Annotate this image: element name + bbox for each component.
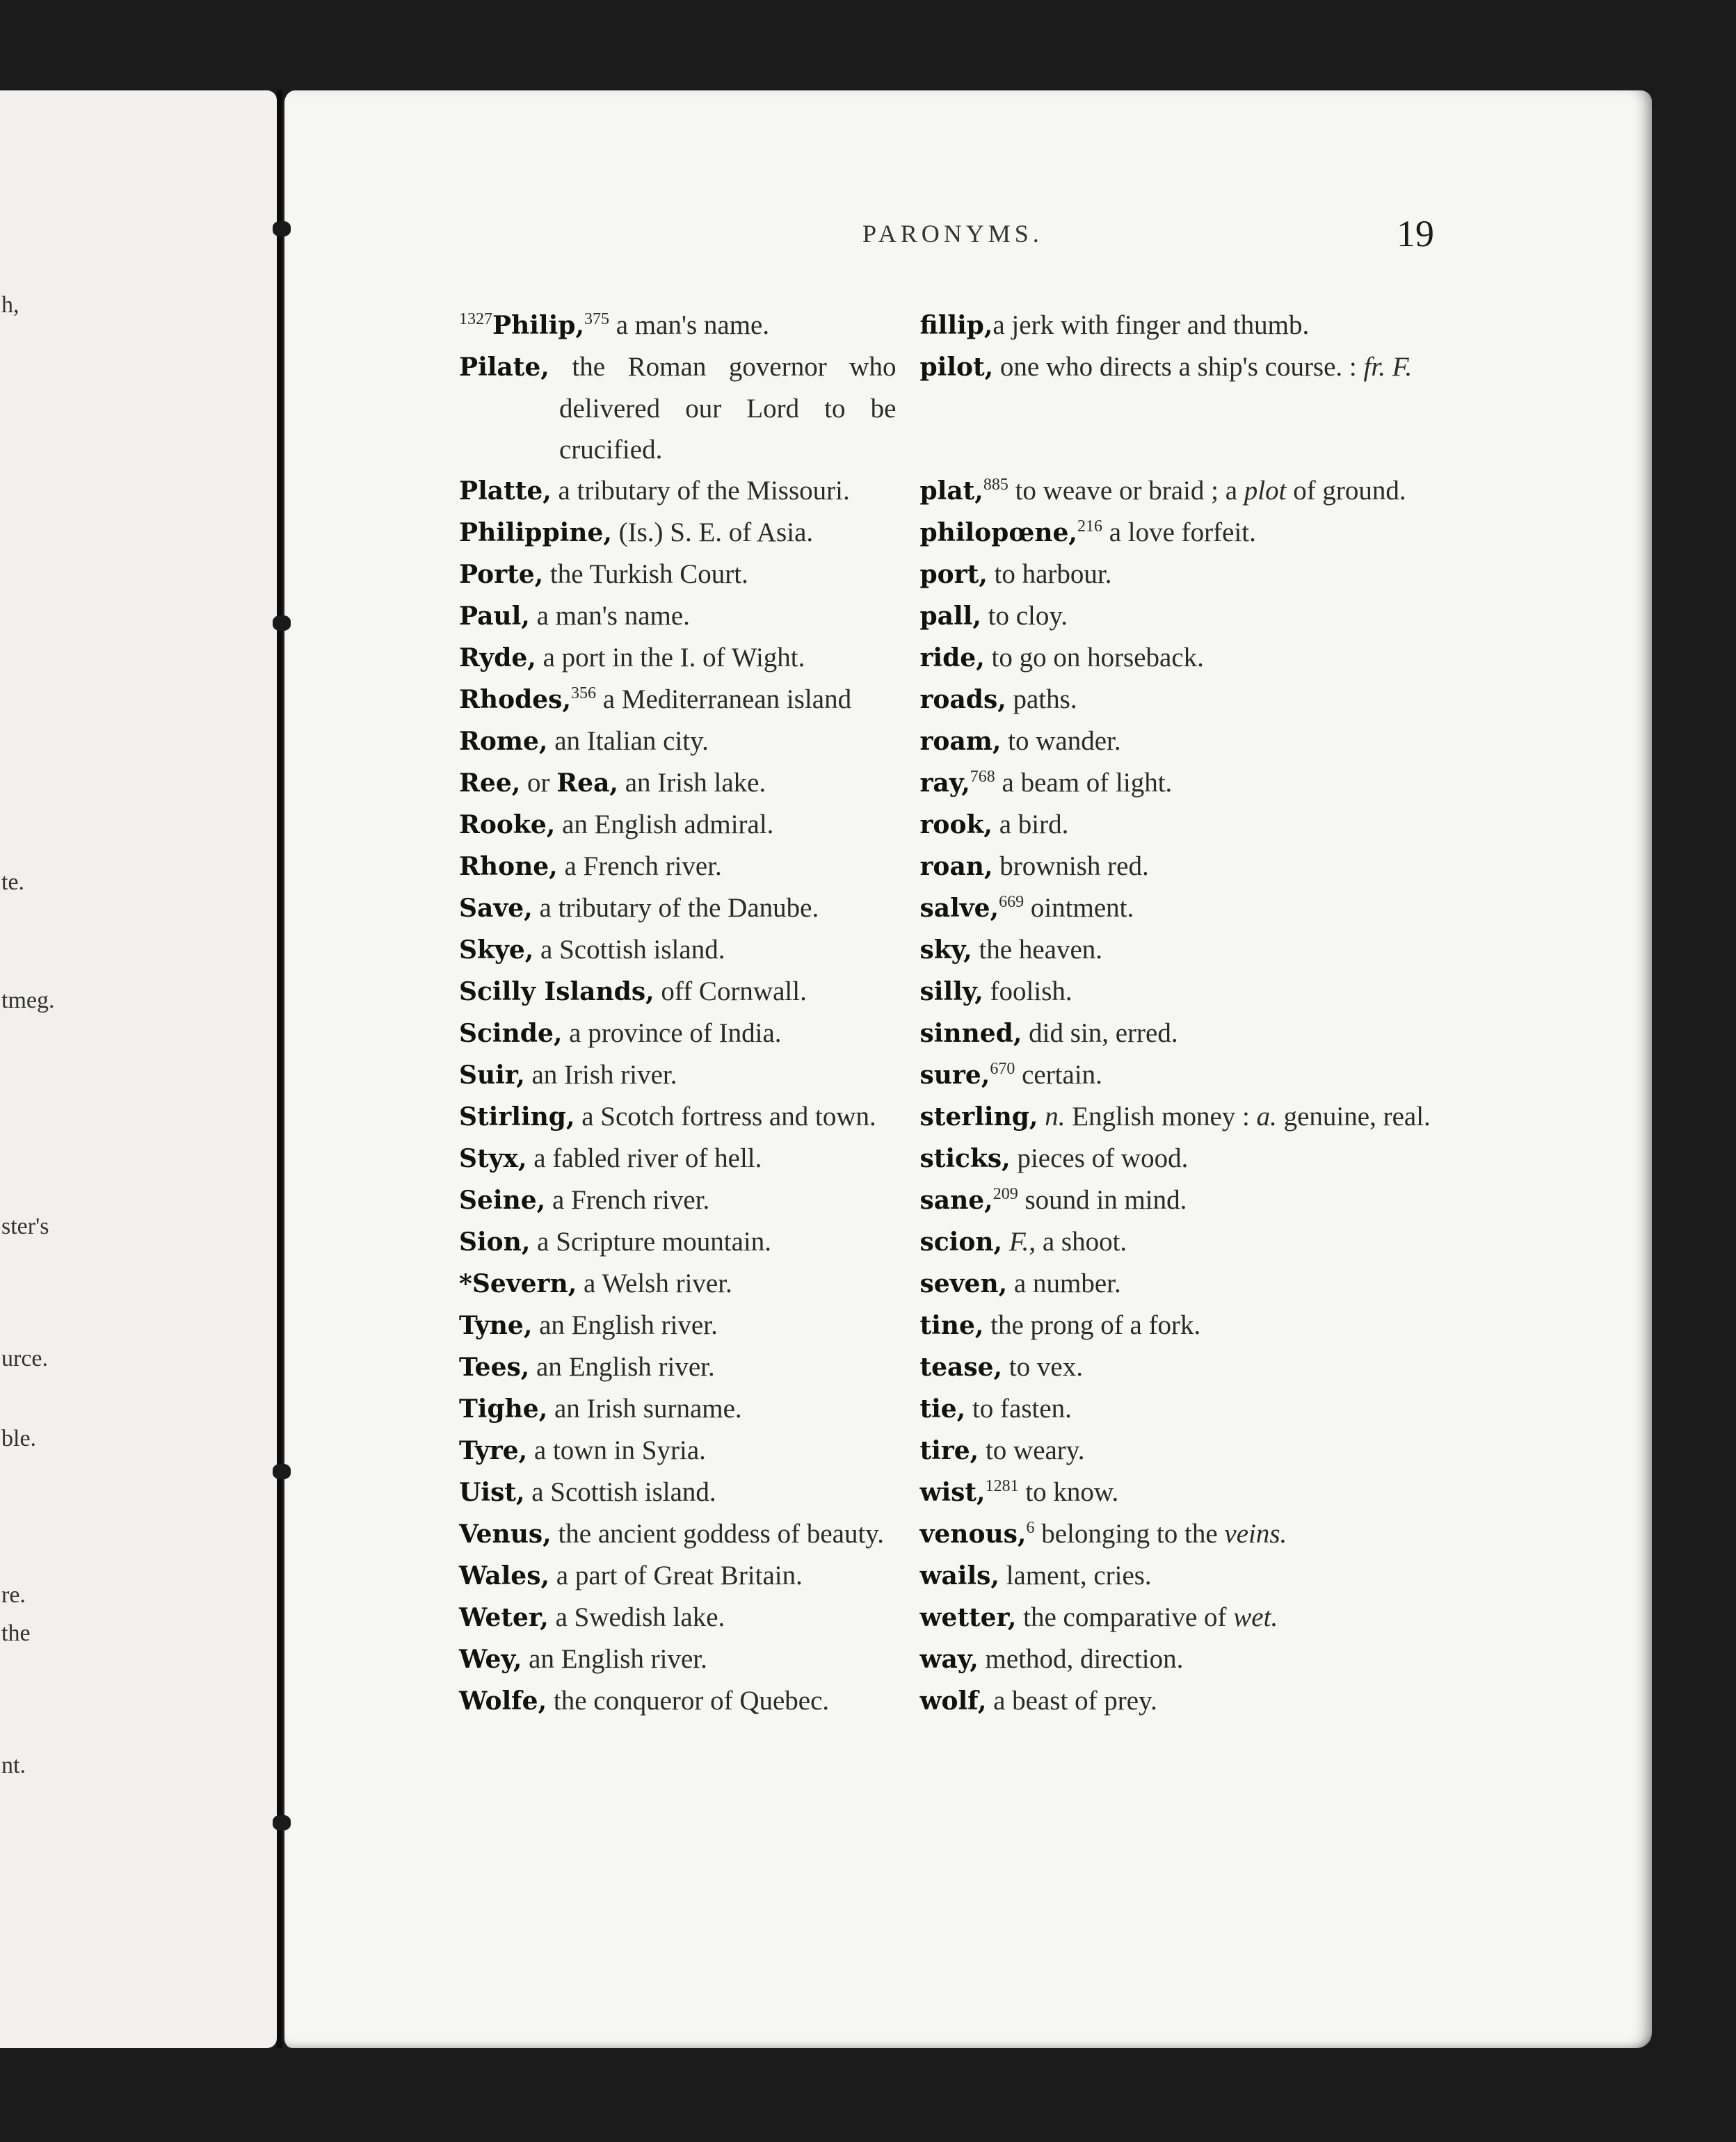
headword: Tees, — [459, 1353, 530, 1382]
italic-term: wet. — [1233, 1602, 1278, 1632]
paronym-entry — [919, 1179, 1447, 1221]
headword: Rhodes, — [459, 685, 571, 714]
paronym-entry — [919, 846, 1447, 887]
paronym-list — [459, 305, 1447, 1722]
headword: Tyne, — [459, 1311, 533, 1340]
proper-name-entry — [459, 887, 919, 929]
definition: a fabled river of hell. — [527, 1143, 762, 1173]
reference-number: 375 — [584, 310, 609, 328]
left-page-fragment: urce. — [1, 1346, 49, 1371]
definition: pieces of wood. — [1010, 1143, 1189, 1173]
entry-row — [459, 1555, 1447, 1597]
definition: a part of Great Britain. — [549, 1561, 803, 1591]
proper-name-entry — [459, 1179, 919, 1221]
definition: a tributary of the Missouri. — [551, 476, 850, 506]
headword: Ryde, — [459, 643, 536, 673]
paronym-entry — [919, 470, 1447, 512]
binding-stitch — [273, 1464, 291, 1479]
proper-name-entry — [459, 679, 919, 720]
entry-row — [459, 554, 1447, 595]
headword: pall, — [919, 602, 981, 631]
headword: way, — [919, 1645, 979, 1674]
proper-name-entry — [459, 720, 919, 762]
headword: tie, — [919, 1394, 966, 1424]
definition: a Welsh river. — [577, 1269, 732, 1298]
binding-stitch — [273, 221, 291, 236]
paronym-entry — [919, 554, 1447, 595]
definition: a jerk with finger and thumb. — [992, 310, 1310, 340]
paronym-entry — [919, 720, 1447, 762]
definition: paths. — [1006, 684, 1077, 714]
headword: Styx, — [459, 1144, 527, 1173]
proper-name-entry — [459, 804, 919, 846]
definition: an Irish river. — [524, 1060, 677, 1090]
paronym-entry — [919, 1513, 1447, 1555]
reference-number: 670 — [990, 1060, 1015, 1078]
headword: sterling, — [919, 1102, 1038, 1132]
definition: an English river. — [532, 1310, 718, 1340]
paronym-entry — [919, 1597, 1447, 1638]
proper-name-entry — [459, 1388, 919, 1430]
entry-row — [459, 1138, 1447, 1179]
proper-name-entry — [459, 1013, 919, 1054]
definition: a tributary of the Danube. — [532, 893, 819, 923]
definition: the ancient goddess of beauty. — [551, 1519, 885, 1549]
headword: ray, — [919, 768, 970, 798]
definition: a beast of prey. — [986, 1686, 1157, 1716]
entry-row — [459, 1680, 1447, 1722]
definition: belonging to the — [1034, 1519, 1225, 1549]
definition: the heaven. — [972, 935, 1103, 965]
proper-name-entry — [459, 1096, 919, 1138]
paronym-entry — [919, 971, 1447, 1013]
italic-term: veins. — [1224, 1519, 1287, 1549]
paronym-entry — [919, 1638, 1447, 1680]
definition: , a shoot. — [1029, 1227, 1127, 1257]
entry-row — [459, 762, 1447, 804]
definition: to vex. — [1002, 1352, 1083, 1382]
definition: to fasten. — [965, 1394, 1072, 1424]
paronym-entry — [919, 305, 1447, 346]
headword: Rooke, — [459, 810, 556, 839]
entry-row — [459, 1179, 1447, 1221]
headword: wolf, — [919, 1686, 987, 1716]
definition: or — [520, 768, 557, 798]
headword: wist, — [919, 1478, 986, 1507]
headword: plat, — [919, 476, 983, 506]
definition: (Is.) S. E. of Asia. — [611, 517, 814, 547]
definition: genuine, real. — [1276, 1102, 1431, 1132]
headword: tire, — [919, 1436, 979, 1465]
definition: a man's name. — [529, 601, 690, 631]
headword: Wales, — [459, 1561, 550, 1591]
entry-row — [459, 346, 1447, 470]
headword: roan, — [919, 852, 993, 881]
definition: brownish red. — [992, 851, 1149, 881]
definition: a Swedish lake. — [548, 1602, 725, 1632]
italic-term: fr. F. — [1363, 352, 1413, 382]
entry-row — [459, 305, 1447, 346]
entry-row — [459, 1221, 1447, 1263]
proper-name-entry — [459, 1472, 919, 1513]
entry-row — [459, 1472, 1447, 1513]
paronym-entry — [919, 679, 1447, 720]
definition: to go on horseback. — [984, 643, 1204, 673]
definition: the comparative of — [1016, 1602, 1234, 1632]
reference-number: 216 — [1077, 517, 1102, 536]
definition: English money : — [1065, 1102, 1257, 1132]
book-gutter — [277, 90, 282, 2048]
binding-stitch — [273, 1815, 291, 1830]
proper-name-entry — [459, 554, 919, 595]
paronym-entry — [919, 929, 1447, 971]
proper-name-entry — [459, 1513, 919, 1555]
headword: Tyre, — [459, 1436, 528, 1465]
binding-stitch — [273, 615, 291, 631]
proper-name-entry — [459, 1346, 919, 1388]
paronym-entry — [919, 1555, 1447, 1597]
headword: Stirling, — [459, 1102, 575, 1132]
paronym-entry — [919, 1346, 1447, 1388]
proper-name-entry — [459, 470, 919, 512]
proper-name-entry — [459, 971, 919, 1013]
entry-row — [459, 679, 1447, 720]
headword: sinned, — [919, 1019, 1022, 1048]
left-page-fragment: ble. — [1, 1426, 37, 1451]
headword: Pilate, — [459, 353, 549, 382]
proper-name-entry — [459, 512, 919, 554]
headword: Rome, — [459, 727, 548, 756]
left-page-fragment: nt. — [1, 1753, 26, 1778]
proper-name-entry — [459, 1680, 919, 1722]
headword: sticks, — [919, 1144, 1011, 1173]
reference-number: 1281 — [985, 1477, 1019, 1495]
paronym-entry — [919, 887, 1447, 929]
definition: a number. — [1007, 1269, 1121, 1298]
headword: tine, — [919, 1311, 984, 1340]
definition: to wander. — [1001, 726, 1121, 756]
left-page-fragment: h, — [1, 292, 19, 318]
headword: *Severn, — [459, 1269, 577, 1298]
definition: a Scripture mountain. — [530, 1227, 771, 1257]
definition: a port in the I. of Wight. — [536, 643, 805, 673]
proper-name-entry — [459, 1555, 919, 1597]
definition: one who directs a ship's course. : — [993, 352, 1364, 382]
reference-number: 209 — [992, 1185, 1018, 1203]
definition: a Mediterranean island — [595, 684, 852, 714]
definition: a town in Syria. — [527, 1435, 706, 1465]
definition: lament, cries. — [999, 1561, 1152, 1591]
paronym-entry — [919, 1263, 1447, 1305]
italic-term: a. — [1256, 1102, 1277, 1132]
headword: Uist, — [459, 1478, 525, 1507]
entry-row — [459, 971, 1447, 1013]
definition: a Scotch fortress and town. — [574, 1102, 876, 1132]
paronym-entry — [919, 1138, 1447, 1179]
reference-number: 768 — [970, 768, 995, 786]
proper-name-entry — [459, 1138, 919, 1179]
definition: off Cornwall. — [654, 976, 807, 1006]
definition — [1002, 1227, 1009, 1257]
entry-row — [459, 1054, 1447, 1096]
reference-number: 669 — [999, 893, 1024, 911]
headword: Seine, — [459, 1186, 546, 1215]
headword: pilot, — [919, 353, 994, 382]
headword: silly, — [919, 977, 983, 1006]
definition: an English admiral. — [555, 810, 774, 839]
proper-name-entry — [459, 846, 919, 887]
headword: Ree, — [459, 768, 521, 798]
entry-row — [459, 846, 1447, 887]
proper-name-entry — [459, 637, 919, 679]
proper-name-entry — [459, 1221, 919, 1263]
headword: rook, — [919, 810, 992, 839]
proper-name-entry — [459, 762, 919, 804]
entry-row — [459, 1346, 1447, 1388]
reference-number: 356 — [570, 684, 596, 702]
definition: an Irish surname. — [547, 1394, 742, 1424]
definition: a Scottish island. — [533, 935, 725, 965]
headword: Scilly Islands, — [459, 977, 654, 1006]
paronym-entry — [919, 637, 1447, 679]
definition: an English river. — [529, 1352, 715, 1382]
definition: to know. — [1018, 1477, 1119, 1507]
paronym-entry — [919, 762, 1447, 804]
headword: sky, — [919, 935, 972, 965]
headword: salve, — [919, 894, 999, 923]
headword: scion, — [919, 1227, 1003, 1257]
entry-row — [459, 1430, 1447, 1472]
paronym-entry — [919, 804, 1447, 846]
headword: philopœne, — [919, 518, 1077, 547]
headword: tease, — [919, 1353, 1003, 1382]
entry-row — [459, 1263, 1447, 1305]
definition: a man's name. — [609, 310, 770, 340]
paronym-entry — [919, 1680, 1447, 1722]
headword: Tighe, — [459, 1394, 548, 1424]
proper-name-entry — [459, 929, 919, 971]
definition: a love forfeit. — [1102, 517, 1256, 547]
definition: the prong of a fork. — [983, 1310, 1201, 1340]
headword: venous, — [919, 1520, 1027, 1549]
paronym-entry — [919, 1388, 1447, 1430]
definition: a French river. — [545, 1185, 710, 1215]
paronym-entry — [919, 595, 1447, 637]
headword: Wey, — [459, 1645, 522, 1674]
headword: Rea, — [556, 768, 618, 798]
entry-row — [459, 1638, 1447, 1680]
headword: Wolfe, — [459, 1686, 547, 1716]
paronym-entry — [919, 1013, 1447, 1054]
page-number: 19 — [1397, 213, 1434, 255]
definition: an English river. — [522, 1644, 707, 1674]
definition: an Irish lake. — [618, 768, 766, 798]
entry-row — [459, 1597, 1447, 1638]
headword: Philip, — [492, 311, 584, 340]
left-page-fragment: te. — [1, 869, 25, 895]
paronym-entry — [919, 346, 1447, 470]
definition: sound in mind. — [1018, 1185, 1187, 1215]
headword: Venus, — [459, 1520, 552, 1549]
entry-number: 1327 — [459, 310, 492, 328]
running-head: PARONYMS. — [862, 220, 1043, 248]
headword: sure, — [919, 1061, 990, 1090]
proper-name-entry — [459, 1430, 919, 1472]
headword: Sion, — [459, 1227, 531, 1257]
entry-row — [459, 887, 1447, 929]
proper-name-entry — [459, 1054, 919, 1096]
paronym-entry — [919, 1305, 1447, 1346]
proper-name-entry — [459, 1638, 919, 1680]
definition: the Roman governor who delivered our Lord to be crucified. — [549, 352, 897, 465]
italic-term: F. — [1008, 1227, 1029, 1257]
definition: to harbour. — [987, 559, 1112, 589]
headword: sane, — [919, 1186, 993, 1215]
definition: to weave or braid ; a — [1008, 476, 1244, 506]
definition: foolish. — [983, 976, 1072, 1006]
definition: the Turkish Court. — [543, 559, 748, 589]
reference-number: 6 — [1026, 1519, 1035, 1537]
entry-row — [459, 1096, 1447, 1138]
proper-name-entry — [459, 305, 919, 346]
entry-row — [459, 512, 1447, 554]
definition: method, direction. — [978, 1644, 1184, 1674]
entry-row — [459, 1305, 1447, 1346]
proper-name-entry — [459, 1597, 919, 1638]
headword: Scinde, — [459, 1019, 563, 1048]
paronym-entry — [919, 1472, 1447, 1513]
headword: Porte, — [459, 560, 544, 589]
definition: to cloy. — [981, 601, 1068, 631]
proper-name-entry — [459, 346, 919, 470]
entry-row — [459, 1013, 1447, 1054]
proper-name-entry — [459, 1263, 919, 1305]
entry-row — [459, 1513, 1447, 1555]
headword: wetter, — [919, 1603, 1017, 1632]
headword: seven, — [919, 1269, 1008, 1298]
definition: a French river. — [557, 851, 722, 881]
entry-row — [459, 470, 1447, 512]
headword: Rhone, — [459, 852, 558, 881]
definition: of ground. — [1286, 476, 1406, 506]
entry-row — [459, 929, 1447, 971]
headword: Suir, — [459, 1061, 525, 1090]
headword: Paul, — [459, 602, 530, 631]
headword: Skye, — [459, 935, 534, 965]
headword: Save, — [459, 894, 533, 923]
definition: did sin, erred. — [1022, 1018, 1178, 1048]
definition: a province of India. — [562, 1018, 782, 1048]
left-page-fragment: re. — [1, 1582, 26, 1608]
headword: Platte, — [459, 476, 552, 506]
entry-row — [459, 804, 1447, 846]
definition — [1038, 1102, 1045, 1132]
entry-row — [459, 1388, 1447, 1430]
definition: to weary. — [979, 1435, 1085, 1465]
paronym-entry — [919, 1054, 1447, 1096]
paronym-entry — [919, 1430, 1447, 1472]
left-page — [0, 90, 277, 2048]
entry-row — [459, 595, 1447, 637]
left-page-fragment: the — [1, 1620, 31, 1646]
left-page-fragment: ster's — [1, 1214, 49, 1239]
headword: roads, — [919, 685, 1006, 714]
proper-name-entry — [459, 595, 919, 637]
definition: the conqueror of Quebec. — [547, 1686, 830, 1716]
definition: a bird. — [992, 810, 1069, 839]
entry-row — [459, 720, 1447, 762]
headword: port, — [919, 560, 988, 589]
reference-number: 885 — [983, 476, 1008, 494]
headword: wails, — [919, 1561, 999, 1591]
headword: Philippine, — [459, 518, 612, 547]
definition: a Scottish island. — [524, 1477, 716, 1507]
italic-term: n. — [1045, 1102, 1066, 1132]
headword: ride, — [919, 643, 985, 673]
headword: fillip, — [919, 311, 993, 340]
paronym-entry — [919, 512, 1447, 554]
definition: certain. — [1015, 1060, 1102, 1090]
definition: ointment. — [1024, 893, 1134, 923]
definition: an Italian city. — [547, 726, 709, 756]
definition: a beam of light. — [995, 768, 1173, 798]
paronym-entry — [919, 1096, 1447, 1138]
headword: Weter, — [459, 1603, 549, 1632]
entry-row — [459, 637, 1447, 679]
left-page-fragment: tmeg. — [1, 988, 55, 1013]
italic-term: plot — [1244, 476, 1287, 506]
proper-name-entry — [459, 1305, 919, 1346]
headword: roam, — [919, 727, 1002, 756]
paronym-entry — [919, 1221, 1447, 1263]
